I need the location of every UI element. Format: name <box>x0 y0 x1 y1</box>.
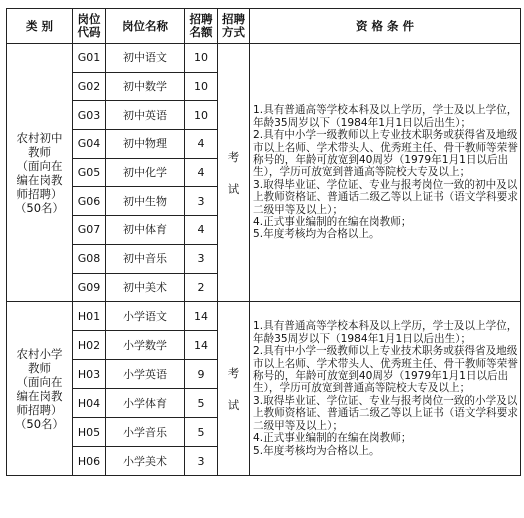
position-quota: 10 <box>185 44 218 73</box>
table-row <box>7 302 521 331</box>
position-quota: 3 <box>185 244 218 273</box>
recruit-method-cell <box>218 302 250 476</box>
position-code: H02 <box>73 331 106 360</box>
category-line: （面向在 <box>16 158 63 173</box>
position-name: 初中音乐 <box>106 244 185 273</box>
position-code: G09 <box>73 273 106 302</box>
position-quota: 5 <box>185 418 218 447</box>
position-quota: 4 <box>185 158 218 187</box>
position-quota: 3 <box>185 447 218 476</box>
category-line: 农村初中 <box>16 130 63 145</box>
position-quota: 14 <box>185 302 218 331</box>
position-name: 小学体育 <box>106 389 185 418</box>
category-line: 农村小学 <box>16 346 63 361</box>
requirement-item: 4.正式事业编制的在编在岗教师； <box>253 216 412 229</box>
position-code: G08 <box>73 244 106 273</box>
position-quota: 5 <box>185 389 218 418</box>
position-code: G02 <box>73 72 106 101</box>
requirement-item: 3.取得毕业证、学位证、专业与报考岗位一致的小学及以上教师资格证、普通话二级乙等以上证书（语文学科要求二级甲等及以上）； <box>253 394 518 432</box>
category-line: （50名） <box>14 200 65 215</box>
header-code: 岗位代码 <box>73 9 106 44</box>
position-code: H04 <box>73 389 106 418</box>
category-line: （50名） <box>14 416 65 431</box>
recruit-method-char: 试 <box>227 397 240 412</box>
position-name: 初中语文 <box>106 44 185 73</box>
recruit-method-char: 考 <box>227 365 240 380</box>
position-code: G03 <box>73 101 106 130</box>
requirement-item: 2.具有中小学一级教师以上专业技术职务或获得省及地级市以上名师、学术带头人、优秀班主任、骨干教师等荣誉称号的，年龄可放宽到40周岁（1979年1月1日以后出生），学历可放宽到普通高等院校大专及以上； <box>253 129 518 179</box>
requirement-item: 3.取得毕业证、学位证、专业与报考岗位一致的初中及以上教师资格证、普通话二级乙等以上证书（语文学科要求二级甲等及以上）； <box>253 178 518 216</box>
recruitment-table <box>6 8 521 476</box>
position-code: H03 <box>73 360 106 389</box>
table-row <box>7 44 521 73</box>
category-line: 师招聘） <box>16 402 63 417</box>
requirements-cell <box>250 302 521 476</box>
position-quota: 10 <box>185 101 218 130</box>
header-method: 招聘方式 <box>218 9 250 44</box>
category-cell <box>7 44 73 302</box>
category-line: 教师 <box>28 360 51 375</box>
position-name: 小学英语 <box>106 360 185 389</box>
position-quota: 14 <box>185 331 218 360</box>
position-code: H05 <box>73 418 106 447</box>
position-name: 小学数学 <box>106 331 185 360</box>
position-code: G06 <box>73 187 106 216</box>
requirement-item: 5.年度考核均为合格以上。 <box>253 228 380 241</box>
position-code: H06 <box>73 447 106 476</box>
category-cell <box>7 302 73 476</box>
position-quota: 4 <box>185 130 218 159</box>
position-quota: 10 <box>185 72 218 101</box>
position-name: 初中生物 <box>106 187 185 216</box>
recruit-method-char: 考 <box>227 149 240 164</box>
requirements-cell <box>250 44 521 302</box>
requirement-item: 1.具有普通高等学校本科及以上学历，学士及以上学位，年龄35周岁以下（1984年1月1日以后出生）； <box>253 104 518 129</box>
header-quota: 招聘名额 <box>185 9 218 44</box>
recruit-method-char: 试 <box>227 181 240 196</box>
requirement-item: 2.具有中小学一级教师以上专业技术职务或获得省及地级市以上名师、学术带头人、优秀班主任、骨干教师等荣誉称号的，年龄可放宽到40周岁（1979年1月1日以后出生），学历可放宽到普通高等院校大专及以上； <box>253 345 518 395</box>
header-category: 类 别 <box>7 9 73 44</box>
position-quota: 9 <box>185 360 218 389</box>
requirement-item: 5.年度考核均为合格以上。 <box>253 444 380 457</box>
position-quota: 4 <box>185 216 218 245</box>
position-name: 初中体育 <box>106 216 185 245</box>
position-name: 小学语文 <box>106 302 185 331</box>
position-code: G01 <box>73 44 106 73</box>
category-line: 编在岗教 <box>16 388 63 403</box>
category-line: （面向在 <box>16 374 63 389</box>
position-code: G04 <box>73 130 106 159</box>
position-quota: 2 <box>185 273 218 302</box>
position-quota: 3 <box>185 187 218 216</box>
header-position: 岗位名称 <box>106 9 185 44</box>
position-name: 初中物理 <box>106 130 185 159</box>
recruit-method-cell <box>218 44 250 302</box>
requirement-item: 1.具有普通高等学校本科及以上学历，学士及以上学位，年龄35周岁以下（1984年1月1日以后出生）； <box>253 320 518 345</box>
position-name: 初中化学 <box>106 158 185 187</box>
position-name: 初中数学 <box>106 72 185 101</box>
position-code: G05 <box>73 158 106 187</box>
header-requirements: 资 格 条 件 <box>250 9 521 44</box>
category-line: 师招聘） <box>16 186 63 201</box>
header-row <box>7 9 521 44</box>
position-code: H01 <box>73 302 106 331</box>
position-name: 初中美术 <box>106 273 185 302</box>
category-line: 教师 <box>28 144 51 159</box>
position-code: G07 <box>73 216 106 245</box>
position-name: 小学音乐 <box>106 418 185 447</box>
requirement-item: 4.正式事业编制的在编在岗教师； <box>253 432 412 445</box>
position-name: 小学美术 <box>106 447 185 476</box>
category-line: 编在岗教 <box>16 172 63 187</box>
position-name: 初中英语 <box>106 101 185 130</box>
